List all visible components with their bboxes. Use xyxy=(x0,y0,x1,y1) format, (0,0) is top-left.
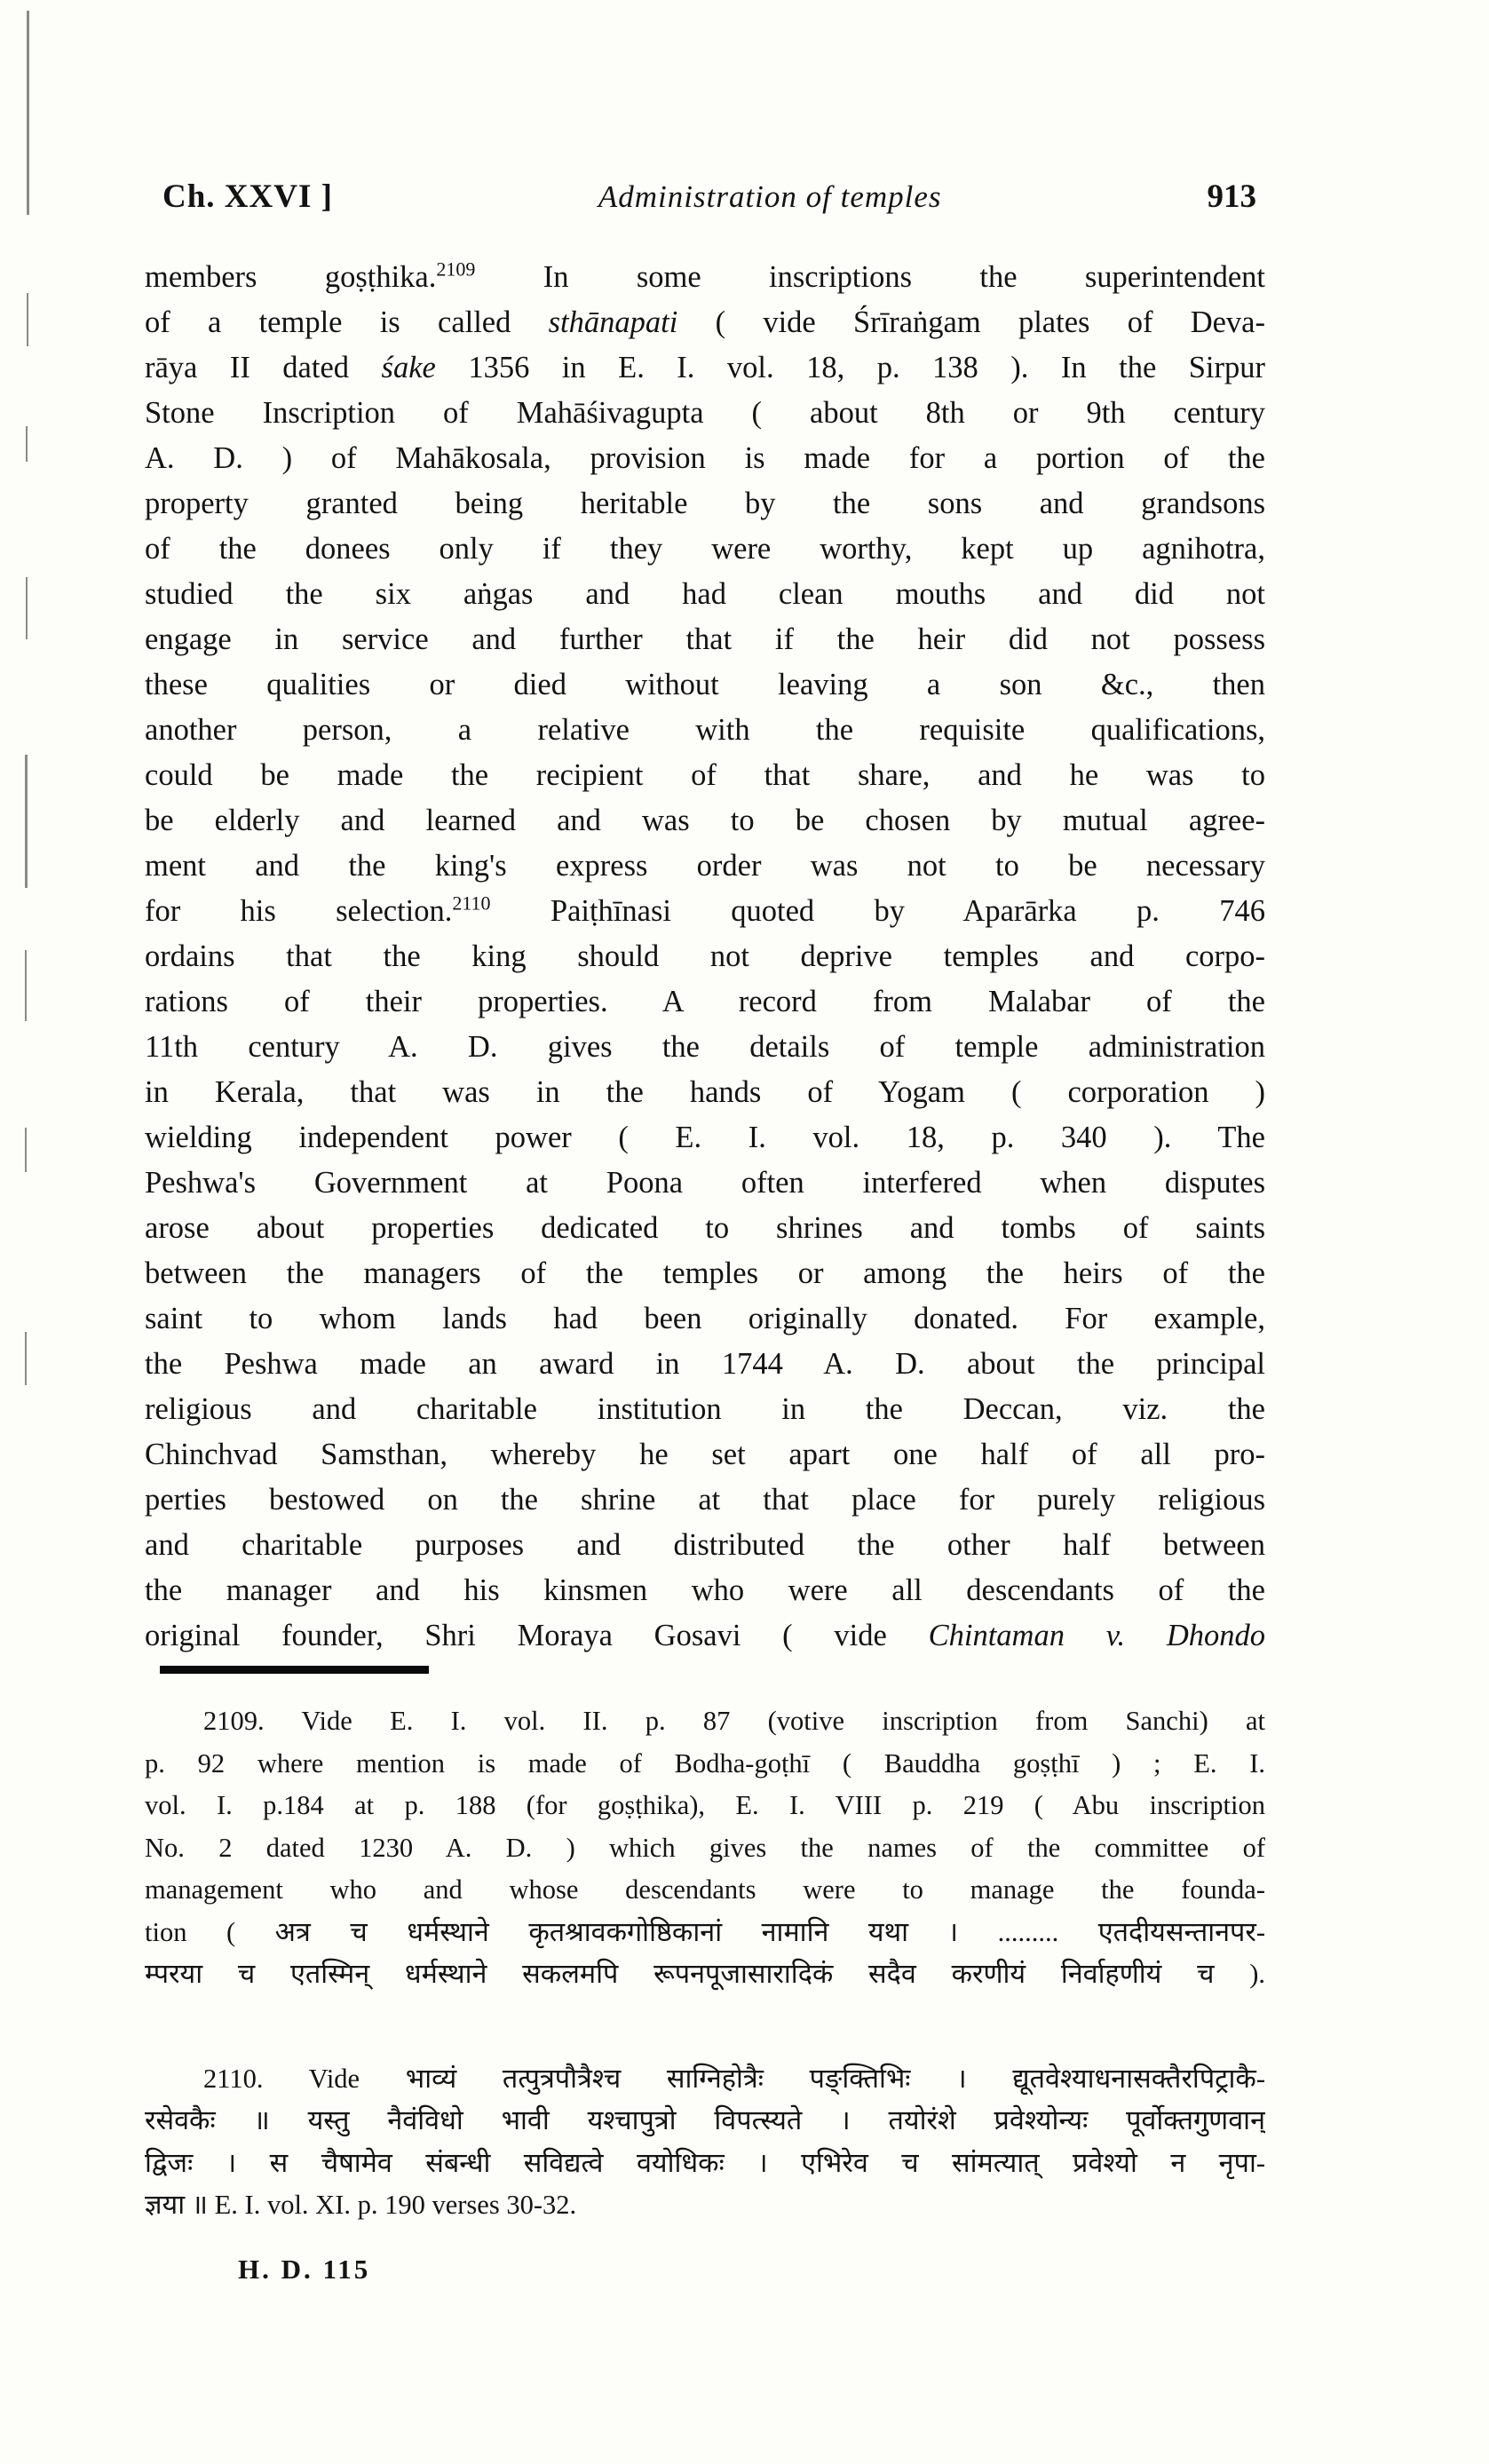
scan-artifact xyxy=(25,950,27,1021)
chapter-heading: Ch. XXVI ] xyxy=(162,178,333,215)
footnote-separator-rule xyxy=(160,1666,429,1674)
footnote-ref: 2109 xyxy=(436,257,476,281)
text-line: tion ( अत्र च धर्मस्थाने कृतश्रावकगोष्ठिकानां नामानि यथा । ......... एतदीयसन्तानपर- xyxy=(145,1916,1265,1947)
text-line: another person, a relative with the requisite qualifications, xyxy=(145,713,1265,747)
text-line: Peshwa's Government at Poona often interfered when disputes xyxy=(145,1166,1265,1200)
text-line: perties bestowed on the shrine at that place for purely religious xyxy=(145,1483,1265,1517)
text-line: original founder, Shri Moraya Gosavi ( vide Chintaman v. Dhondo xyxy=(145,1619,1265,1652)
text-line: the Peshwa made an award in 1744 A. D. about the principal xyxy=(145,1347,1265,1381)
text-line: of a temple is called sthānapati ( vide Śrīraṅgam plates of Deva- xyxy=(145,305,1265,339)
scan-artifact xyxy=(26,426,28,462)
text-line: of the donees only if they were worthy, kept up agnihotra, xyxy=(145,532,1265,566)
text-line: rations of their properties. A record from Malabar of the xyxy=(145,985,1265,1018)
text-line: रसेवकैः ॥ यस्तु नैवंविधो भावी यश्चापुत्रो विपत्स्यते । तयोरंशे प्रवेश्योन्यः पूर्वोक्तगुणवान् xyxy=(145,2105,1265,2135)
scan-artifact xyxy=(25,1332,27,1385)
scan-artifact xyxy=(25,755,28,888)
text-line: between the managers of the temples or among the heirs of the xyxy=(145,1256,1265,1290)
text-line: द्विजः । स चैषामेव संबन्धी सविद्यत्वे वयोधिकः । एभिरेव च सांमत्यात् प्रवेश्यो न नृपा- xyxy=(145,2147,1265,2178)
text-line: engage in service and further that if the heir did not possess xyxy=(145,622,1265,656)
text-line: the manager and his kinsmen who were all descendants of the xyxy=(145,1573,1265,1607)
italic-text: Chintaman v. Dhondo xyxy=(928,1619,1265,1652)
scan-artifact xyxy=(27,293,28,346)
text-line: management who and whose descendants were to manage the founda- xyxy=(145,1874,1265,1905)
text-line: A. D. ) of Mahākosala, provision is made for a portion of the xyxy=(145,441,1265,475)
text-line: wielding independent power ( E. I. vol. 18, p. 340 ). The xyxy=(145,1121,1265,1154)
text-line: ordains that the king should not deprive temples and corpo- xyxy=(145,939,1265,973)
text-line: these qualities or died without leaving a son &c., then xyxy=(145,668,1265,701)
text-line: 2109. Vide E. I. vol. II. p. 87 (votive inscription from Sanchi) at xyxy=(203,1706,1265,1736)
footnote-2109 xyxy=(145,1700,1265,1996)
footnote-ref: 2110 xyxy=(452,891,491,915)
running-title: Administration of temples xyxy=(598,179,942,214)
body-text xyxy=(145,255,1265,1659)
scan-artifact xyxy=(25,1128,27,1172)
footnotes-section xyxy=(145,1700,1265,2227)
footnote-2110 xyxy=(145,2058,1265,2227)
text-line: ment and the king's express order was not to be necessary xyxy=(145,849,1265,883)
text-line: studied the six aṅgas and had clean mouths and did not xyxy=(145,577,1265,611)
text-line: could be made the recipient of that share, and he was to xyxy=(145,758,1265,792)
text-line: p. 92 where mention is made of Bodha-goṭhī ( Bauddha goṣṭhī ) ; E. I. xyxy=(145,1747,1265,1779)
press-signature: H. D. 115 xyxy=(238,2254,371,2285)
text-line: rāya II dated śake 1356 in E. I. vol. 18, p. 138 ). In the Sirpur xyxy=(145,351,1265,384)
text-line: arose about properties dedicated to shrines and tombs of saints xyxy=(145,1211,1265,1245)
text-line: in Kerala, that was in the hands of Yogam ( corporation ) xyxy=(145,1075,1265,1109)
page-number: 913 xyxy=(1207,178,1256,215)
scan-artifact xyxy=(27,11,29,215)
text-line: members goṣṭhika.$^{2109}$ In some inscriptions the superintendent xyxy=(145,257,1265,294)
text-line: be elderly and learned and was to be chosen by mutual agree- xyxy=(145,804,1265,837)
text-line: vol. I. p.184 at p. 188 (for goṣṭhika), E. I. VIII p. 219 ( Abu inscription xyxy=(145,1790,1265,1820)
scan-artifact xyxy=(26,577,28,639)
text-line: and charitable purposes and distributed the other half between xyxy=(145,1528,1265,1562)
text-line: Chinchvad Samsthan, whereby he set apart one half of all pro- xyxy=(145,1438,1265,1471)
text-line: No. 2 dated 1230 A. D. ) which gives the names of the committee of xyxy=(145,1832,1265,1863)
text-line: for his selection.$^{2110}$ Paiṭhīnasi quoted by Aparārka p. 746 xyxy=(145,891,1265,928)
italic-text: sthānapati xyxy=(548,305,678,339)
text-line: property granted being heritable by the sons and grandsons xyxy=(145,487,1265,520)
page-header xyxy=(162,178,1256,216)
text-line: 11th century A. D. gives the details of temple administration xyxy=(145,1030,1265,1064)
italic-text: śake xyxy=(381,351,436,384)
text-line: religious and charitable institution in the Deccan, viz. the xyxy=(145,1392,1265,1426)
text-line: Stone Inscription of Mahāśivagupta ( about 8th or 9th century xyxy=(145,396,1265,430)
text-line: ज्ञया ॥ E. I. vol. XI. p. 190 verses 30-32. xyxy=(145,2190,577,2220)
text-line: saint to whom lands had been originally donated. For example, xyxy=(145,1302,1265,1335)
text-line: म्परया च एतस्मिन् धर्मस्थाने सकलमपि रूपनपूजासारादिकं सदैव करणीयं निर्वाहणीयं च ). xyxy=(145,1959,1265,1989)
text-line: 2110. Vide भाव्यं तत्पुत्रपौत्रैश्च साग्निहोत्रैः पङ्क्तिभिः । द्यूतवेश्याधनासक्तैरपिट्राकै- xyxy=(203,2063,1265,2094)
